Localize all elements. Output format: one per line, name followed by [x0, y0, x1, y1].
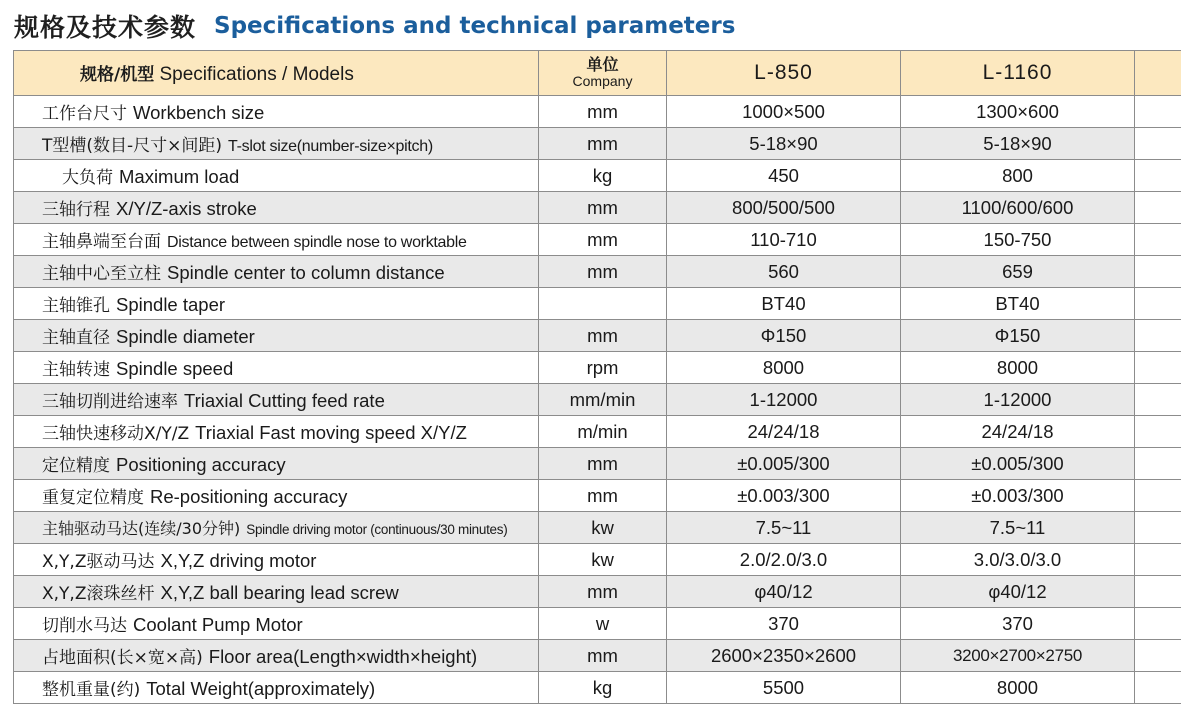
- spec-row: [14, 672, 1181, 704]
- spec-unit-cell: mm: [539, 256, 667, 288]
- spec-name-en: Spindle diameter: [116, 326, 255, 347]
- spec-name-cn: 重复定位精度: [42, 488, 144, 508]
- spec-name-cell: [14, 128, 539, 160]
- spec-row: [14, 608, 1181, 640]
- spec-unit-cell: kg: [539, 672, 667, 704]
- spec-value-extra: [1135, 448, 1181, 480]
- spec-value-extra: [1135, 608, 1181, 640]
- spec-value-l850: ±0.005/300: [667, 448, 901, 480]
- spec-row: [14, 352, 1181, 384]
- spec-name-en: Total Weight(approximately): [146, 678, 376, 699]
- spec-value-l850: 800/500/500: [667, 192, 901, 224]
- header-row: [14, 51, 1181, 96]
- spec-name-cell: [14, 256, 539, 288]
- spec-value-l850: 370: [667, 608, 901, 640]
- spec-unit-cell: mm: [539, 640, 667, 672]
- spec-row: [14, 448, 1181, 480]
- spec-name-en: Distance between spindle nose to worktable: [167, 234, 467, 251]
- spec-name-en: X,Y,Z ball bearing lead screw: [160, 582, 399, 603]
- spec-value-l1160: 150-750: [901, 224, 1135, 256]
- spec-name-en: Triaxial Fast moving speed X/Y/Z: [195, 422, 467, 443]
- spec-name-en: Positioning accuracy: [116, 454, 286, 475]
- spec-name-cn: 三轴快速移动X/Y/Z: [42, 424, 190, 444]
- spec-name-cell: [14, 640, 539, 672]
- spec-value-extra: [1135, 256, 1181, 288]
- spec-name-cn: 三轴行程: [42, 200, 110, 220]
- spec-value-extra: [1135, 672, 1181, 704]
- spec-row: [14, 96, 1181, 128]
- spec-unit-cell: kw: [539, 544, 667, 576]
- spec-value-extra: [1135, 480, 1181, 512]
- spec-name-cn: 主轴鼻端至台面: [42, 232, 161, 252]
- spec-unit-cell: m/min: [539, 416, 667, 448]
- spec-row: [14, 416, 1181, 448]
- spec-name-en: Spindle driving motor (continuous/30 minutes): [246, 522, 508, 537]
- spec-name-en: Triaxial Cutting feed rate: [184, 390, 385, 411]
- spec-name-cn: 主轴中心至立柱: [42, 264, 161, 284]
- spec-name-cell: [14, 288, 539, 320]
- spec-value-l1160: BT40: [901, 288, 1135, 320]
- spec-value-l1160: 7.5~11: [901, 512, 1135, 544]
- spec-value-extra: [1135, 544, 1181, 576]
- spec-name-cell: [14, 224, 539, 256]
- spec-name-cn: T型槽(数目-尺寸×间距): [42, 136, 223, 156]
- spec-value-l1160: 1-12000: [901, 384, 1135, 416]
- spec-name-cn: 大负荷: [62, 168, 113, 188]
- spec-value-l1160: 24/24/18: [901, 416, 1135, 448]
- spec-name-en: Spindle taper: [116, 294, 226, 315]
- spec-unit-cell: mm: [539, 128, 667, 160]
- spec-name-en: Maximum load: [119, 166, 240, 187]
- spec-name-cell: [14, 416, 539, 448]
- spec-unit-cell: mm/min: [539, 384, 667, 416]
- header-spec-cell: [14, 51, 539, 96]
- spec-row: [14, 320, 1181, 352]
- spec-table: [13, 50, 1181, 704]
- spec-name-cn: 整机重量(约): [42, 680, 141, 700]
- spec-value-l850: 450: [667, 160, 901, 192]
- spec-value-l850: 2600×2350×2600: [667, 640, 901, 672]
- spec-value-l850: φ40/12: [667, 576, 901, 608]
- spec-name-cell: [14, 448, 539, 480]
- spec-name-cell: [14, 192, 539, 224]
- spec-unit-cell: w: [539, 608, 667, 640]
- spec-value-l850: 24/24/18: [667, 416, 901, 448]
- spec-value-l1160: 370: [901, 608, 1135, 640]
- spec-value-l850: 1000×500: [667, 96, 901, 128]
- spec-value-extra: [1135, 416, 1181, 448]
- spec-name-cell: [14, 384, 539, 416]
- spec-value-l850: ±0.003/300: [667, 480, 901, 512]
- spec-row: [14, 256, 1181, 288]
- spec-value-l1160: 8000: [901, 672, 1135, 704]
- spec-value-extra: [1135, 512, 1181, 544]
- page-title-en: Specifications and technical parameters: [214, 13, 736, 39]
- spec-name-cn: 主轴转速: [42, 360, 110, 380]
- spec-name-cn: 切削水马达: [42, 616, 127, 636]
- spec-unit-cell: rpm: [539, 352, 667, 384]
- spec-row: [14, 544, 1181, 576]
- spec-name-cn: 主轴驱动马达(连续/30分钟): [42, 519, 241, 538]
- spec-row: [14, 512, 1181, 544]
- header-unit-en: Company: [572, 73, 633, 89]
- spec-name-cell: [14, 96, 539, 128]
- spec-value-l850: 5-18×90: [667, 128, 901, 160]
- spec-row: [14, 192, 1181, 224]
- spec-table-head: [14, 51, 1181, 96]
- spec-value-l1160: 8000: [901, 352, 1135, 384]
- spec-value-l1160: 800: [901, 160, 1135, 192]
- spec-unit-cell: kw: [539, 512, 667, 544]
- spec-name-en: Floor area(Length×width×height): [208, 646, 478, 667]
- page-title-cn: 规格及技术参数: [14, 13, 197, 42]
- spec-value-l850: 110-710: [667, 224, 901, 256]
- spec-row: [14, 384, 1181, 416]
- spec-name-en: Workbench size: [133, 102, 265, 123]
- spec-name-en: X,Y,Z driving motor: [160, 550, 317, 571]
- spec-value-extra: [1135, 576, 1181, 608]
- spec-row: [14, 576, 1181, 608]
- spec-row: [14, 480, 1181, 512]
- spec-value-extra: [1135, 192, 1181, 224]
- spec-value-l850: 5500: [667, 672, 901, 704]
- spec-unit-cell: mm: [539, 96, 667, 128]
- spec-name-cn: X,Y,Z滚珠丝杆: [42, 584, 155, 604]
- spec-name-en: X/Y/Z-axis stroke: [116, 198, 257, 219]
- spec-value-l1160: 3.0/3.0/3.0: [901, 544, 1135, 576]
- spec-value-l1160: 5-18×90: [901, 128, 1135, 160]
- spec-value-extra: [1135, 320, 1181, 352]
- spec-name-cell: [14, 160, 539, 192]
- spec-name-cn: 主轴锥孔: [42, 296, 110, 316]
- spec-value-l1160: 1100/600/600: [901, 192, 1135, 224]
- header-unit-cn: 单位: [586, 55, 619, 74]
- spec-row: [14, 128, 1181, 160]
- spec-name-en: Re-positioning accuracy: [150, 486, 348, 507]
- spec-value-extra: [1135, 224, 1181, 256]
- spec-name-cell: [14, 320, 539, 352]
- header-spec-cn: 规格/机型: [80, 65, 155, 85]
- spec-unit-cell: mm: [539, 480, 667, 512]
- header-spec-en: Specifications / Models: [159, 64, 354, 85]
- spec-row: [14, 224, 1181, 256]
- spec-value-l1160: ±0.003/300: [901, 480, 1135, 512]
- spec-name-cn: 工作台尺寸: [42, 104, 127, 124]
- header-unit-cell: [539, 51, 667, 96]
- spec-value-l1160: Φ150: [901, 320, 1135, 352]
- spec-name-en: T-slot size(number-size×pitch): [228, 138, 433, 155]
- spec-name-cell: [14, 672, 539, 704]
- spec-unit-cell: mm: [539, 192, 667, 224]
- spec-value-l1160: 3200×2700×2750: [901, 640, 1135, 672]
- spec-unit-cell: mm: [539, 448, 667, 480]
- spec-value-l850: Φ150: [667, 320, 901, 352]
- spec-table-body: [14, 96, 1181, 704]
- spec-value-l1160: φ40/12: [901, 576, 1135, 608]
- spec-unit-cell: [539, 288, 667, 320]
- spec-name-cn: 占地面积(长×宽×高): [42, 648, 203, 668]
- spec-name-cell: [14, 608, 539, 640]
- spec-value-l850: 1-12000: [667, 384, 901, 416]
- spec-unit-cell: mm: [539, 576, 667, 608]
- spec-unit-cell: mm: [539, 224, 667, 256]
- spec-name-en: Coolant Pump Motor: [133, 614, 303, 635]
- spec-row: [14, 288, 1181, 320]
- spec-value-l1160: ±0.005/300: [901, 448, 1135, 480]
- spec-value-extra: [1135, 640, 1181, 672]
- spec-name-en: Spindle center to column distance: [167, 262, 445, 283]
- spec-name-cell: [14, 352, 539, 384]
- spec-name-en: Spindle speed: [116, 358, 234, 379]
- header-model-extra: [1135, 51, 1181, 96]
- spec-value-l850: 560: [667, 256, 901, 288]
- spec-value-l850: BT40: [667, 288, 901, 320]
- spec-value-extra: [1135, 96, 1181, 128]
- spec-value-l1160: 659: [901, 256, 1135, 288]
- spec-value-l850: 8000: [667, 352, 901, 384]
- spec-name-cell: [14, 576, 539, 608]
- spec-value-l850: 7.5~11: [667, 512, 901, 544]
- spec-row: [14, 160, 1181, 192]
- spec-value-extra: [1135, 352, 1181, 384]
- spec-value-extra: [1135, 160, 1181, 192]
- spec-name-cell: [14, 480, 539, 512]
- spec-name-cn: 三轴切削进给速率: [42, 392, 178, 412]
- header-model-l850: L-850: [667, 51, 901, 96]
- spec-row: [14, 640, 1181, 672]
- spec-name-cn: X,Y,Z驱动马达: [42, 552, 155, 572]
- spec-value-extra: [1135, 128, 1181, 160]
- spec-unit-cell: kg: [539, 160, 667, 192]
- spec-value-extra: [1135, 384, 1181, 416]
- spec-unit-cell: mm: [539, 320, 667, 352]
- spec-name-cell: [14, 512, 539, 544]
- header-model-l1160: L-1160: [901, 51, 1135, 96]
- spec-name-cell: [14, 544, 539, 576]
- spec-name-cn: 定位精度: [42, 456, 110, 476]
- spec-value-extra: [1135, 288, 1181, 320]
- spec-value-l1160: 1300×600: [901, 96, 1135, 128]
- page-header: [14, 6, 735, 46]
- spec-value-l850: 2.0/2.0/3.0: [667, 544, 901, 576]
- spec-name-cn: 主轴直径: [42, 328, 110, 348]
